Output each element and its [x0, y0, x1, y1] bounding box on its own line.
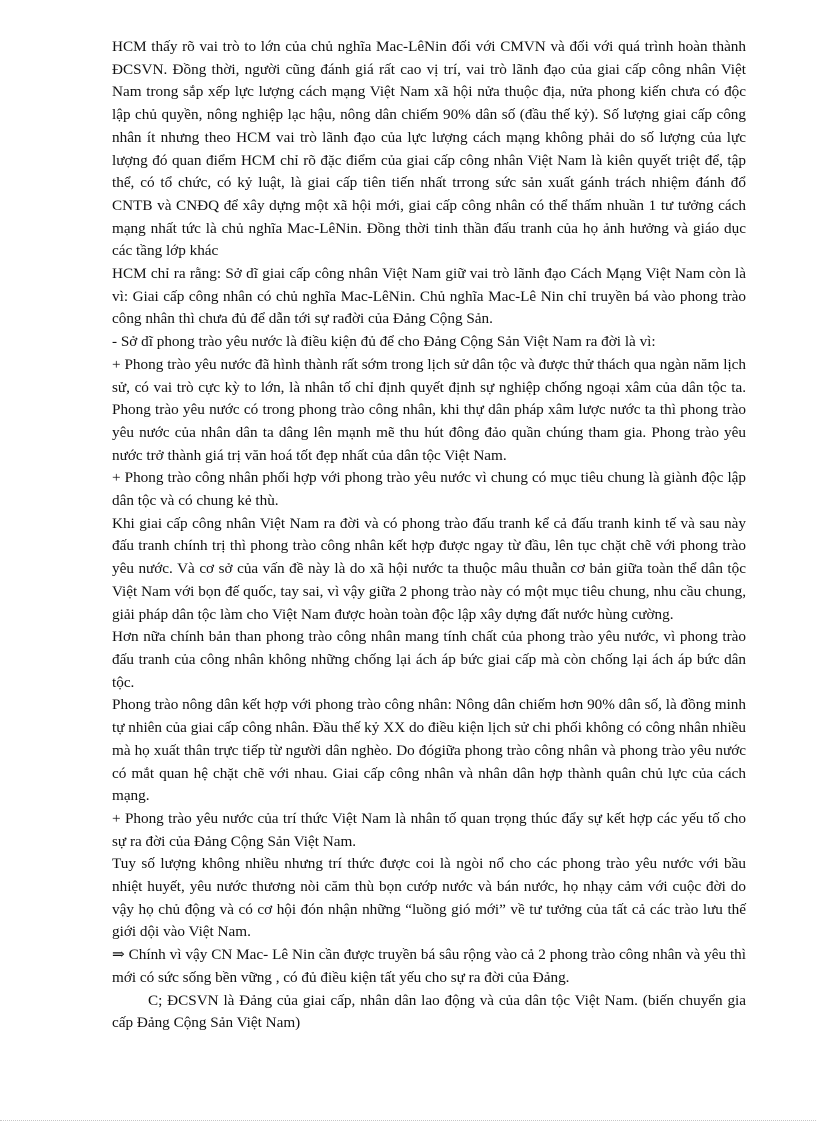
- paragraph-hcm-role: HCM thấy rõ vai trò to lớn của chủ nghĩa Mac-LêNin đối với CMVN và đối với quá trình hoàn thành ĐCSVN. Đồng thời, người cũng đánh giá rất cao vị trí, vai trò lãnh đạo của giai cấp công nhân Việt Nam trong sắp xếp lực lượng cách mạng Việt Nam xã hội nửa thuộc địa, nửa phong kiến chưa có độc lập chủ quyền, nông nghiệp lạc hậu, nông dân chiếm 90% dân số (đầu thế kỷ). Số lượng giai cấp công nhân ít nhưng theo HCM vai trò lãnh đạo của lực lượng cách mạng không phải do số lượng của lực lượng đó quan điểm HCM chỉ rõ đặc điểm của giai cấp công nhân Việt Nam là kiên quyết triệt để, tập thể, có tổ chức, có kỷ luật, là giai cấp tiên tiến nhất trrong sức sản xuất gánh trách nhiệm đánh đổ CNTB và CNĐQ để xây dựng một xã hội mới, giai cấp công nhân có thể thấm nhuần 1 tư tưởng cách mạng nhất tức là chủ nghĩa Mac-LêNin. Đồng thời tinh thần đấu tranh của họ ảnh hưởng và giáo dục các tầng lớp khác: [112, 38, 746, 260]
- paragraph-intellectual-detail: Tuy số lượng không nhiều nhưng trí thức được coi là ngòi nổ cho các phong trào yêu nước với bầu nhiệt huyết, yêu nước thương nòi căm thù bọn cướp nước và bán nước, họ nhạy cảm với cuộc đời do vậy họ chủ động và có cơ hội đón nhận những “luồng gió mới” về tư tưởng của tất cả các trào lưu thế giới dội vào Việt Nam.: [112, 855, 746, 941]
- paragraph-conclusion: ⇒ Chính vì vậy CN Mac- Lê Nin cần được truyền bá sâu rộng vào cả 2 phong trào công nhân và yêu thì mới có sức sống bền vững , có đủ điều kiện tất yếu cho sự ra đời của Đảng.: [112, 946, 746, 986]
- paragraph-patriotic-condition: - Sở dĩ phong trào yêu nước là điều kiện đủ để cho Đảng Cộng Sản Việt Nam ra đời là vì:: [112, 333, 656, 351]
- paragraph-worker-nature: Hơn nữa chính bản than phong trào công nhân mang tính chất của phong trào yêu nước, vì phong trào đấu tranh của công nhân không những chống lại ách áp bức giai cấp mà còn chống lại ách áp bức dân tộc.: [112, 628, 746, 691]
- paragraph-intellectual-movement: + Phong trào yêu nước của trí thức Việt Nam là nhân tố quan trọng thúc đẩy sự kết hợp các yếu tố cho sự ra đời của Đảng Cộng Sản Việt Nam.: [112, 809, 746, 850]
- page-bottom-divider: [0, 1120, 816, 1121]
- paragraph-worker-coordination: + Phong trào công nhân phối hợp với phong trào yêu nước vì chung có mục tiêu chung là giành độc lập dân tộc và có chung kẻ thù.: [112, 469, 746, 510]
- paragraph-patriotic-movement: + Phong trào yêu nước đã hình thành rất sớm trong lịch sử dân tộc và được thử thách qua ngàn năm lịch sử, có vai trò cực kỳ to lớn, là nhân tố chỉ định quyết định sự nghiệp chống ngoại xâm của dân tộc ta. Phong trào yêu nước có trong phong trào công nhân, khi thự dân pháp xâm lược nước ta thì phong trào yêu nước của nhân dân ta dâng lên mạnh mẽ thu hút đông đảo quần chúng tham gia. Phong trào yêu nước trở thành giá trị văn hoá tốt đẹp nhất của dân tộc Việt Nam.: [112, 355, 746, 464]
- paragraph-peasant-movement: Phong trào nông dân kết hợp với phong trào công nhân: Nông dân chiếm hơn 90% dân số, là đồng minh tự nhiên của giai cấp công nhân. Đầu thế kỷ XX do điều kiện lịch sử chi phối không có công nhân nhiều mà họ xuất thân trực tiếp từ người dân nghèo. Do đógiữa phong trào công nhân và phong trào yêu nước có mắt quan hệ chặt chẽ với nhau. Giai cấp công nhân và nhân dân hợp thành quân chủ lực của cách mạng.: [112, 696, 746, 805]
- paragraph-worker-struggle: Khi giai cấp công nhân Việt Nam ra đời và có phong trào đấu tranh kể cả đấu tranh kinh tế và sau này đấu tranh chính trị thì phong trào công nhân kết hợp được ngay từ đầu, lên tục chặt chẽ với phong trào yêu nước. Và cơ sở của vấn đề này là do xã hội nước ta thuộc mâu thuẫn cơ bản giữa toàn thể dân tộc Việt Nam với bọn đế quốc, tay sai, vì vậy giữa 2 phong trào này có một mục tiêu chung, nhu cầu chung, giải pháp dân tộc làm cho Việt Nam được hoàn toàn độc lập xây dựng đất nước hùng cường.: [112, 514, 746, 623]
- paragraph-section-c: C; ĐCSVN là Đảng của giai cấp, nhân dân lao động và của dân tộc Việt Nam. (biến chuyển gia cấp Đảng Cộng Sản Việt Nam): [112, 991, 746, 1032]
- paragraph-hcm-reason: HCM chỉ ra rằng: Sở dĩ giai cấp công nhân Việt Nam giữ vai trò lãnh đạo Cách Mạng Việt Nam còn là vì: Giai cấp công nhân có chủ nghĩa Mac-LêNin. Chủ nghĩa Mac-Lê Nin chỉ truyền bá vào phong trào công nhân thì chưa đủ để dẫn tới sự rađời của Đảng Cộng Sản.: [112, 265, 746, 328]
- document-body: [112, 36, 746, 1035]
